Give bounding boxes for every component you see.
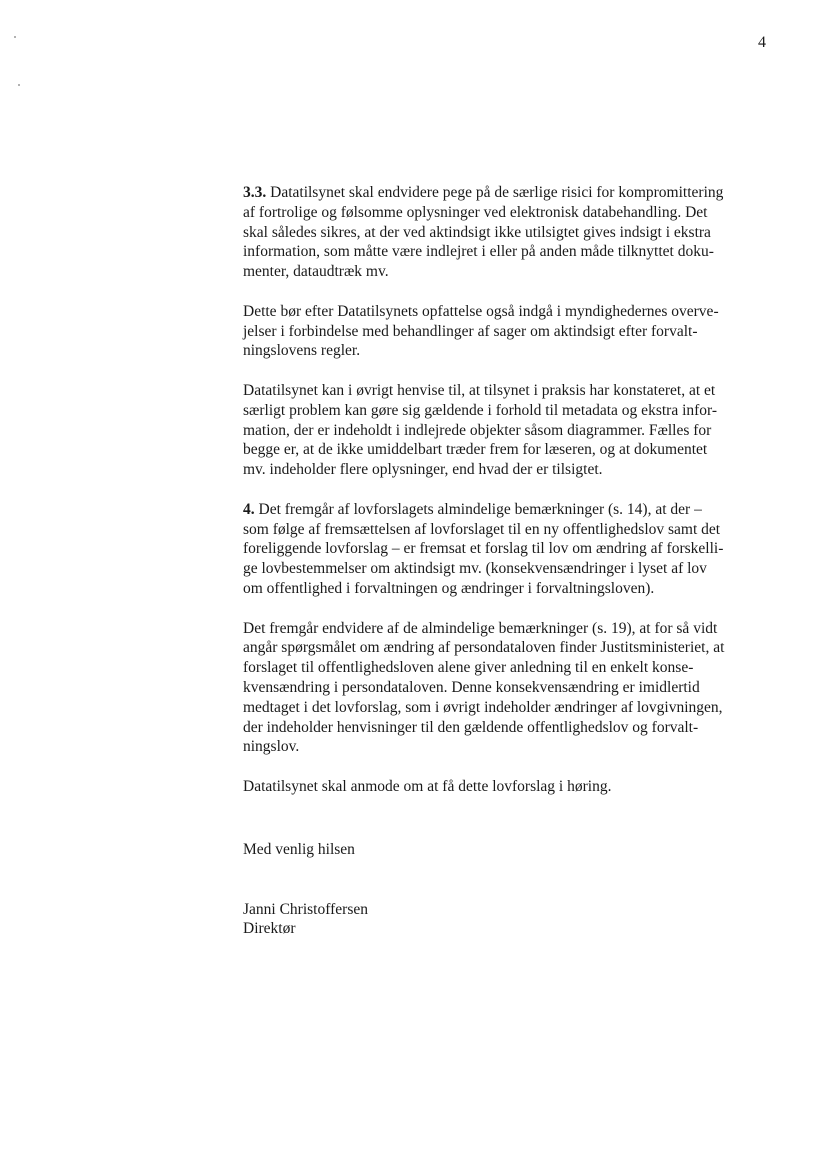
paragraph-line: mation, der er indeholdt i indlejrede objekter såsom diagrammer. Fælles for <box>243 421 712 439</box>
paragraph-line: foreliggende lovforslag – er fremsat et forslag til lov om ændring af forskelli- <box>243 540 724 558</box>
paragraph-line: kvensændring i persondataloven. Denne konsekvensændring er imidlertid <box>243 678 700 696</box>
metadata-paragraph <box>243 381 773 480</box>
signature-block <box>243 900 773 940</box>
paragraph-line: særligt problem kan gøre sig gældende i forhold til metadata og ekstra infor- <box>243 401 718 419</box>
request-paragraph <box>243 777 773 797</box>
closing-greeting: Med venlig hilsen <box>243 840 355 858</box>
section-number: 3.3. <box>243 184 267 201</box>
paragraph-line: Datatilsynet kan i øvrigt henvise til, at tilsynet i praksis har konstateret, at et <box>243 381 716 399</box>
signatory-title: Direktør <box>243 920 296 938</box>
letter-body <box>243 183 773 939</box>
paragraph-line: skal således sikres, at der ved aktindsigt ikke utilsigtet gives indsigt i ekstra <box>243 223 711 241</box>
paragraph-line: 4. Det fremgår af lovforslagets almindelige bemærkninger (s. 14), at der – <box>243 500 702 518</box>
paragraph-line: medtaget i det lovforslag, som i øvrigt indeholder ændringer af lovgivningen, <box>243 698 723 716</box>
paragraph-line: menter, dataudtræk mv. <box>243 263 389 281</box>
section-number: 4. <box>243 500 255 518</box>
paragraph-line: information, som måtte være indlejret i eller på anden måde tilknyttet doku- <box>243 243 714 261</box>
section-3-3-paragraph <box>243 183 773 282</box>
paragraph-line: af fortrolige og følsomme oplysninger ved elektronisk databehandling. Det <box>243 203 708 221</box>
section-4-paragraph <box>243 500 773 599</box>
paragraph-line: Datatilsynet skal anmode om at få dette lovforslag i høring. <box>243 777 612 795</box>
paragraph-line: ge lovbestemmelser om aktindsigt mv. (konsekvensændringer i lyset af lov <box>243 560 707 578</box>
paragraph-line: ningslovens regler. <box>243 342 361 360</box>
page-number: 4 <box>758 34 766 51</box>
signatory-name: Janni Christoffersen <box>243 900 368 918</box>
scan-speck <box>18 84 20 86</box>
opinion-paragraph <box>243 302 773 361</box>
paragraph-line: Det fremgår endvidere af de almindelige bemærkninger (s. 19), at for så vidt <box>243 619 718 637</box>
paragraph-line: begge er, at de ikke umiddelbart træder frem for læseren, og at dokumentet <box>243 441 708 459</box>
paragraph-line: angår spørgsmålet om ændring af persondataloven finder Justitsministeriet, at <box>243 639 725 657</box>
paragraph-line: om offentlighed i forvaltningen og ændringer i forvaltningsloven). <box>243 579 655 597</box>
remarks-paragraph <box>243 619 773 758</box>
paragraph-line: der indeholder henvisninger til den gældende offentlighedslov og forvalt- <box>243 718 699 736</box>
paragraph-line: ningslov. <box>243 738 300 756</box>
paragraph-line: forslaget til offentlighedsloven alene giver anledning til en enkelt konse- <box>243 659 694 677</box>
paragraph-line: Dette bør efter Datatilsynets opfattelse også indgå i myndighedernes overve- <box>243 302 719 320</box>
scan-speck <box>14 36 16 38</box>
paragraph-line: mv. indeholder flere oplysninger, end hvad der er tilsigtet. <box>243 461 603 479</box>
paragraph-line: som følge af fremsættelsen af lovforslaget til en ny offentlighedslov samt det <box>243 520 721 538</box>
paragraph-line: 3.3. Datatilsynet skal endvidere pege på de særlige risici for kompromittering <box>243 184 724 201</box>
paragraph-line: jelser i forbindelse med behandlinger af sager om aktindsigt efter forvalt- <box>243 322 698 340</box>
